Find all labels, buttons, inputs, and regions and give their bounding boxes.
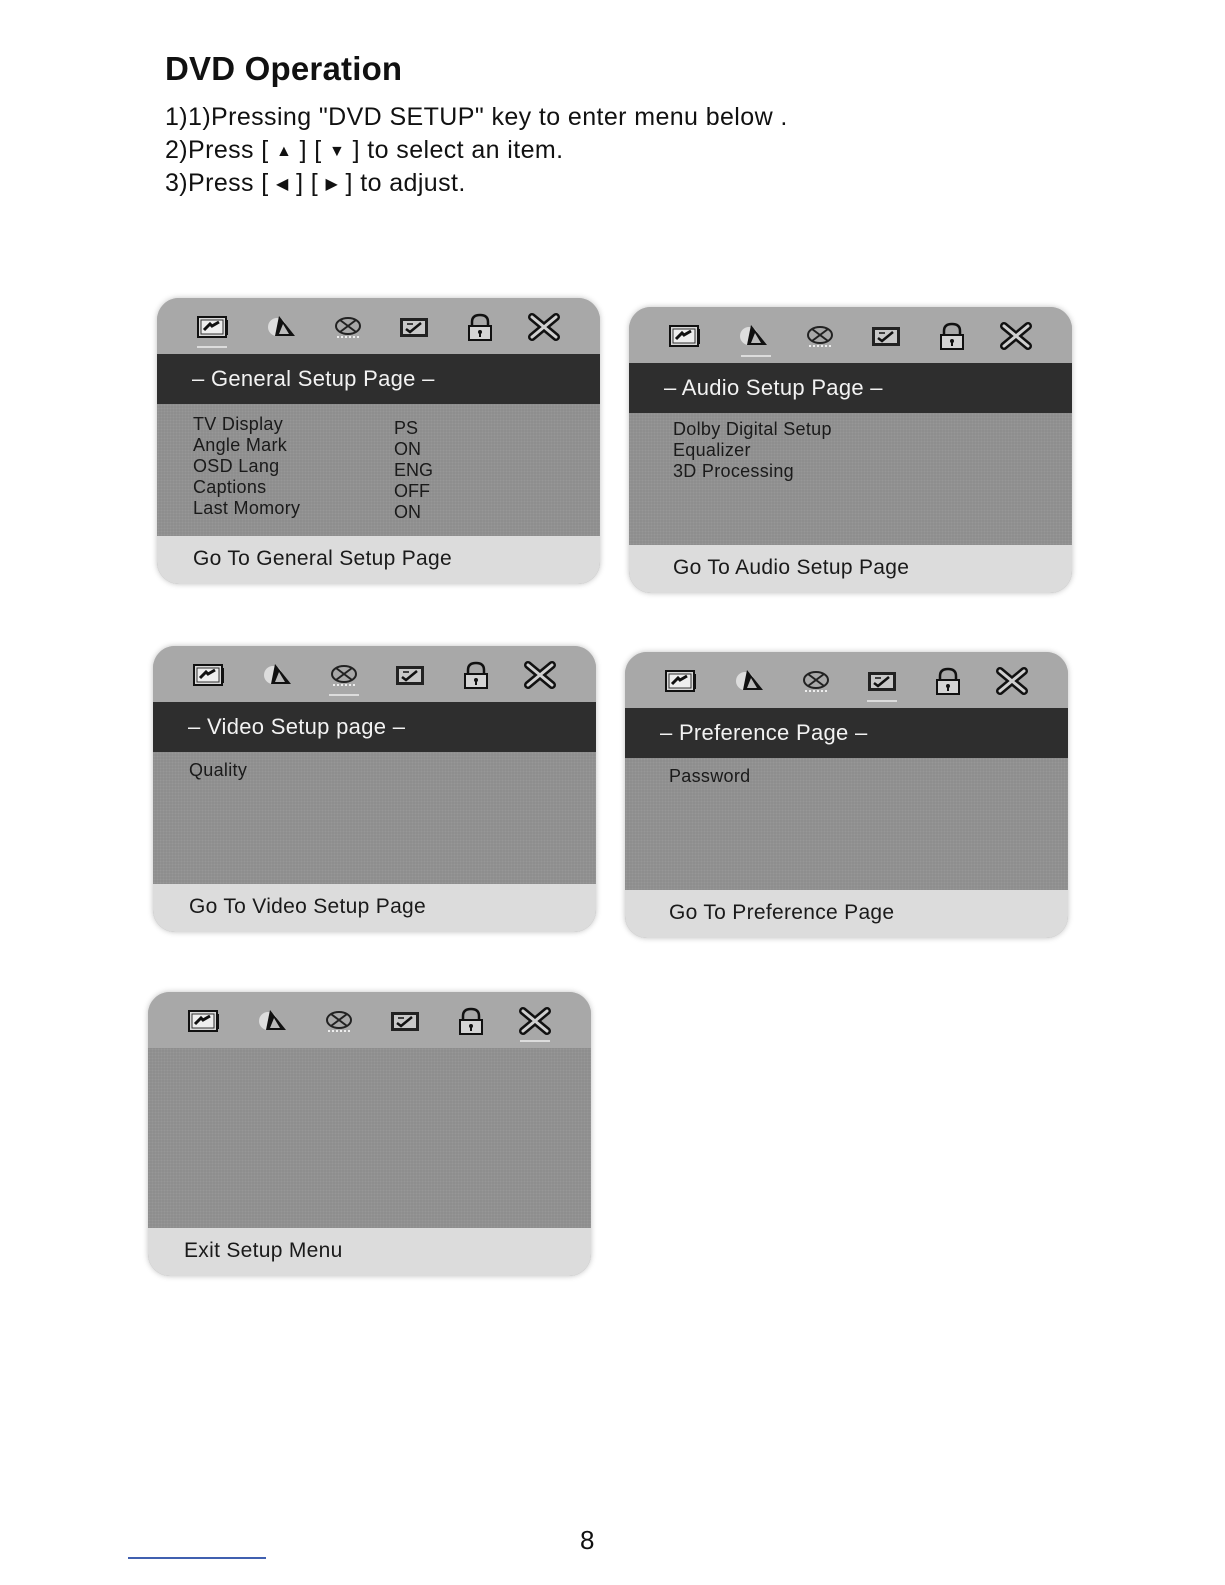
video-setup-icon[interactable]: [803, 321, 837, 351]
instruction-3-pre: 3)Press [: [165, 169, 269, 197]
video-setup-icon[interactable]: [322, 1006, 356, 1036]
panel-footer: Go To Audio Setup Page: [629, 545, 1072, 593]
menu-icon-bar: [153, 646, 596, 702]
exit-icon[interactable]: [518, 1006, 552, 1036]
exit-icon[interactable]: [995, 666, 1029, 696]
menu-icon-bar: [625, 652, 1068, 708]
panel-footer: Go To General Setup Page: [157, 536, 600, 584]
panel-header: – Audio Setup Page –: [629, 363, 1072, 413]
password-lock-icon[interactable]: [459, 660, 493, 690]
panel-body: [148, 1048, 591, 1228]
audio-setup-panel: [629, 307, 1072, 593]
instruction-2-mid: ] [: [299, 136, 322, 164]
value-angle-mark: ON: [394, 439, 421, 459]
video-setup-icon[interactable]: [327, 660, 361, 690]
audio-setup-icon[interactable]: [263, 660, 297, 690]
bottom-rule: [128, 1557, 266, 1559]
exit-icon[interactable]: [999, 321, 1033, 351]
exit-setup-panel: [148, 992, 591, 1276]
menu-icon-bar: [157, 298, 600, 354]
menu-item-captions[interactable]: Captions: [193, 477, 267, 497]
instruction-2: [165, 136, 563, 165]
panel-footer: Exit Setup Menu: [148, 1228, 591, 1276]
menu-item-password[interactable]: Password: [669, 766, 751, 786]
instruction-3: [165, 169, 466, 198]
menu-item-osd-lang[interactable]: OSD Lang: [193, 456, 280, 476]
menu-icon-bar: [629, 307, 1072, 363]
instruction-1-text: 1)1)Pressing "DVD SETUP" key to enter menu below .: [165, 103, 788, 131]
panel-body: [629, 413, 1072, 545]
exit-icon[interactable]: [527, 312, 561, 342]
value-last-memory: ON: [394, 502, 421, 522]
instruction-3-mid: ] [: [296, 169, 319, 197]
password-lock-icon[interactable]: [935, 321, 969, 351]
general-setup-panel: [157, 298, 600, 584]
general-setup-icon[interactable]: [667, 321, 701, 351]
menu-item-quality[interactable]: Quality: [189, 760, 248, 780]
password-lock-icon[interactable]: [454, 1006, 488, 1036]
menu-icon-bar: [148, 992, 591, 1048]
menu-item-last-memory[interactable]: Last Momory: [193, 498, 301, 518]
preference-icon[interactable]: [865, 666, 899, 696]
audio-setup-icon[interactable]: [267, 312, 301, 342]
audio-setup-icon[interactable]: [739, 321, 773, 351]
preference-icon[interactable]: [869, 321, 903, 351]
preference-icon[interactable]: [388, 1006, 422, 1036]
panel-footer: Go To Video Setup Page: [153, 884, 596, 932]
value-osd-lang: ENG: [394, 460, 434, 480]
video-setup-icon[interactable]: [331, 312, 365, 342]
panel-footer: Go To Preference Page: [625, 890, 1068, 938]
video-setup-panel: [153, 646, 596, 932]
preference-icon[interactable]: [397, 312, 431, 342]
exit-icon[interactable]: [523, 660, 557, 690]
menu-item-dolby-digital-setup[interactable]: Dolby Digital Setup: [673, 419, 832, 439]
audio-setup-icon[interactable]: [258, 1006, 292, 1036]
panel-body: [153, 752, 596, 884]
general-setup-icon[interactable]: [191, 660, 225, 690]
right-arrow-icon: ▶: [325, 176, 339, 193]
page-number: 8: [580, 1525, 595, 1555]
menu-item-angle-mark[interactable]: Angle Mark: [193, 435, 288, 455]
panel-header: – General Setup Page –: [157, 354, 600, 404]
panel-header: – Preference Page –: [625, 708, 1068, 758]
menu-item-tv-display[interactable]: TV Display: [193, 414, 284, 434]
page-title: DVD Operation: [165, 50, 403, 87]
general-setup-icon[interactable]: [195, 312, 229, 342]
instruction-3-post: ] to adjust.: [345, 169, 466, 197]
instruction-2-post: ] to select an item.: [352, 136, 564, 164]
menu-item-equalizer[interactable]: Equalizer: [673, 440, 751, 460]
panel-body: [625, 758, 1068, 890]
panel-body: [157, 404, 600, 536]
instruction-1: [165, 103, 788, 132]
panel-header: – Video Setup page –: [153, 702, 596, 752]
instruction-2-pre: 2)Press [: [165, 136, 269, 164]
password-lock-icon[interactable]: [931, 666, 965, 696]
preference-panel: [625, 652, 1068, 938]
password-lock-icon[interactable]: [463, 312, 497, 342]
general-setup-icon[interactable]: [186, 1006, 220, 1036]
down-arrow-icon: ▼: [329, 143, 346, 160]
preference-icon[interactable]: [393, 660, 427, 690]
menu-item-3d-processing[interactable]: 3D Processing: [673, 461, 794, 481]
audio-setup-icon[interactable]: [735, 666, 769, 696]
value-captions: OFF: [394, 481, 430, 501]
value-tv-display: PS: [394, 418, 419, 438]
up-arrow-icon: ▲: [275, 143, 293, 160]
general-setup-icon[interactable]: [663, 666, 697, 696]
video-setup-icon[interactable]: [799, 666, 833, 696]
left-arrow-icon: ◀: [275, 176, 289, 193]
